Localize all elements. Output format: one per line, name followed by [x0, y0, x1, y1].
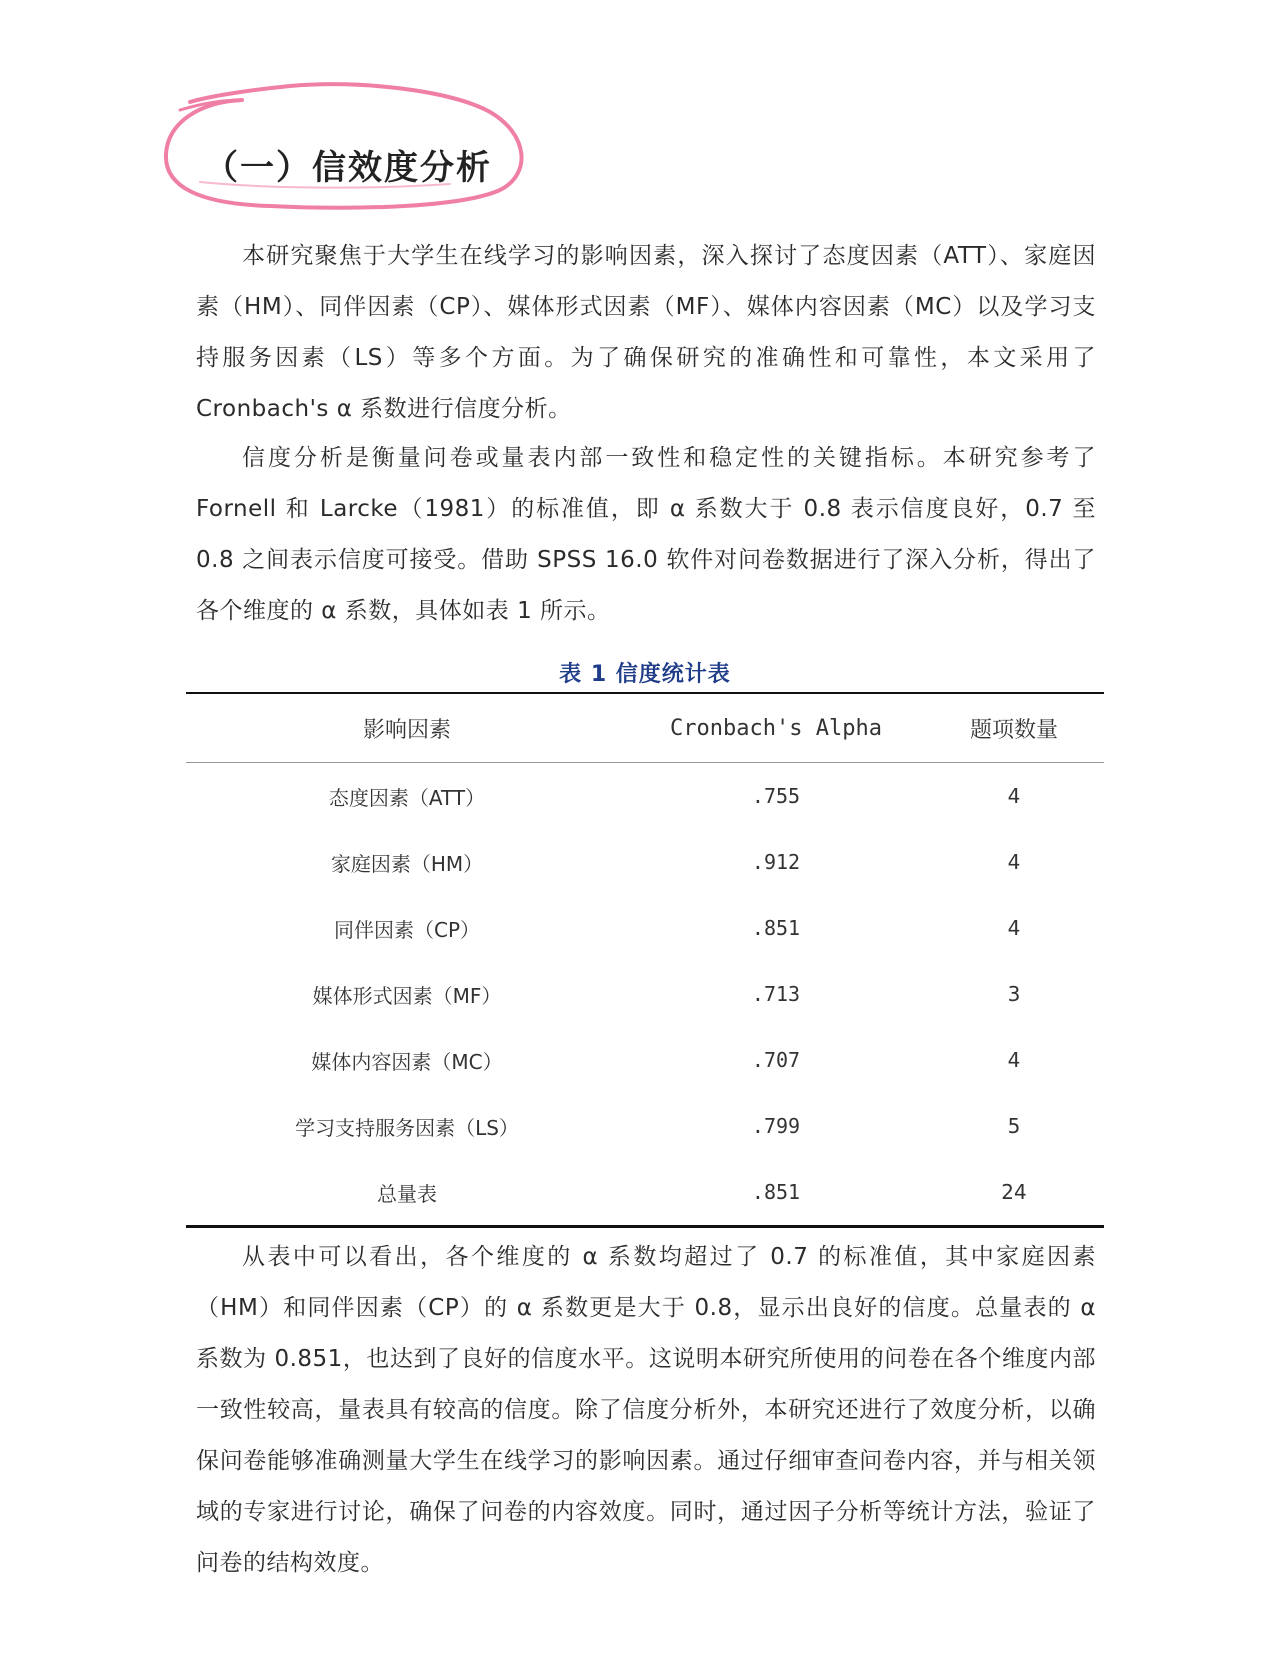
table-row: [186, 895, 1104, 961]
paragraph-intro: 本研究聚焦于大学生在线学习的影响因素，深入探讨了态度因素（ATT）、家庭因素（HM）、同伴因素（CP）、媒体形式因素（MF）、媒体内容因素（MC）以及学习支持服务因素（LS）等多个方面。为了确保研究的准确性和可靠性，本文采用了 Cronbach's α 系数进行信度分析。: [196, 243, 1096, 422]
cell-factor: 家庭因素（HM）: [330, 851, 484, 876]
cell-factor: 态度因素（ATT）: [328, 785, 486, 810]
cell-factor: 学习支持服务因素（LS）: [295, 1115, 519, 1140]
header-item-count: 题项数量: [969, 717, 1058, 743]
cell-count: 4: [1007, 1048, 1021, 1072]
cell-alpha: .713: [751, 982, 801, 1006]
table-row: [186, 961, 1104, 1027]
reliability-table: [186, 692, 1104, 1228]
cell-factor: 媒体内容因素（MC）: [311, 1049, 503, 1074]
header-factor: 影响因素: [362, 717, 451, 743]
table-row: [186, 829, 1104, 895]
table-row-total: [186, 1159, 1104, 1225]
section-heading: （一）信效度分析: [204, 148, 492, 188]
cell-alpha: .851: [751, 1180, 801, 1204]
table-row: [186, 1027, 1104, 1093]
cell-factor: 总量表: [377, 1181, 437, 1206]
cell-alpha: .851: [751, 916, 801, 940]
cell-alpha: .755: [751, 784, 801, 808]
cell-factor: 同伴因素（CP）: [333, 917, 481, 942]
table-bottom-rule: [186, 1225, 1104, 1228]
cell-count: 4: [1007, 784, 1021, 808]
paragraph-reliability-criteria: 信度分析是衡量问卷或量表内部一致性和稳定性的关键指标。本研究参考了 Fornell 和 Larcke（1981）的标准值，即 α 系数大于 0.8 表示信度良好，0.7 至 0.8 之间表示信度可接受。借助 SPSS 16.0 软件对问卷数据进行了深入分析，得出了各个维度的 α 系数，具体如表 1 所示。: [196, 445, 1096, 624]
table-row: [186, 1093, 1104, 1159]
table-row: [186, 763, 1104, 829]
cell-count: 24: [1001, 1180, 1027, 1204]
cell-count: 4: [1007, 916, 1021, 940]
cell-count: 3: [1007, 982, 1021, 1006]
table-caption: 表 1 信度统计表: [559, 662, 731, 687]
cell-alpha: .912: [751, 850, 801, 874]
cell-count: 5: [1007, 1114, 1021, 1138]
cell-factor: 媒体形式因素（MF）: [312, 983, 502, 1008]
cell-alpha: .707: [751, 1048, 801, 1072]
cell-count: 4: [1007, 850, 1021, 874]
paragraph-conclusion: 从表中可以看出，各个维度的 α 系数均超过了 0.7 的标准值，其中家庭因素（HM）和同伴因素（CP）的 α 系数更是大于 0.8，显示出良好的信度。总量表的 α 系数为 0.851，也达到了良好的信度水平。这说明本研究所使用的问卷在各个维度内部一致性较高，量表具有较高的信度。除了信度分析外，本研究还进行了效度分析，以确保问卷能够准确测量大学生在线学习的影响因素。通过仔细审查问卷内容，并与相关领域的专家进行讨论，确保了问卷的内容效度。同时，通过因子分析等统计方法，验证了问卷的结构效度。: [196, 1244, 1096, 1576]
header-cronbach-alpha: Cronbach's Alpha: [670, 715, 882, 741]
table-header-row: [186, 694, 1104, 762]
table-body: [186, 763, 1104, 1225]
cell-alpha: .799: [751, 1114, 801, 1138]
